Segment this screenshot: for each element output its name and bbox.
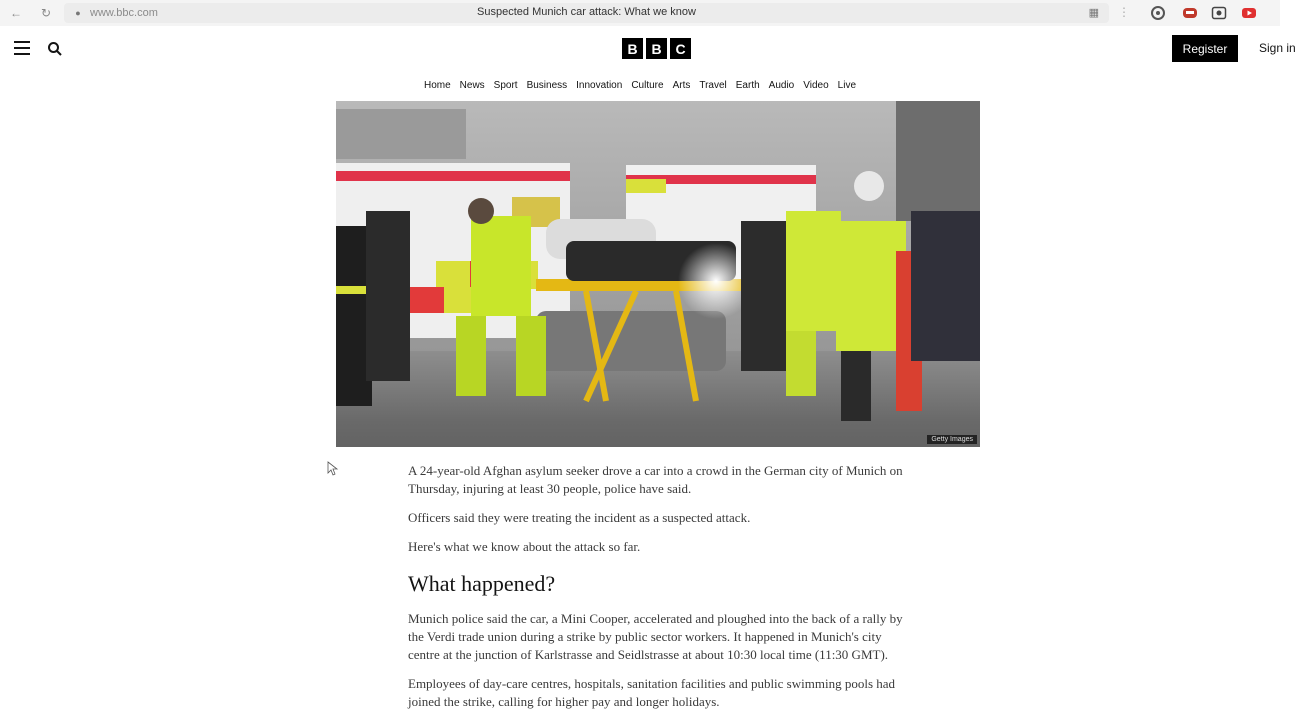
address-bar[interactable] (64, 3, 1109, 23)
nav-item-culture[interactable]: Culture (631, 80, 664, 91)
url-text[interactable]: www.bbc.com (90, 7, 158, 19)
browser-toolbar (0, 0, 1280, 26)
register-button[interactable]: Register (1172, 35, 1238, 62)
mouse-cursor-icon (328, 462, 338, 476)
bbc-logo[interactable] (622, 38, 691, 59)
nav-item-arts[interactable]: Arts (672, 80, 691, 91)
nav-item-earth[interactable]: Earth (735, 80, 760, 91)
youtube-icon[interactable] (1241, 5, 1257, 21)
nav-item-video[interactable]: Video (803, 80, 829, 91)
signin-link[interactable]: Sign in (1259, 41, 1296, 55)
screenshot-icon[interactable] (1211, 5, 1227, 21)
nav-item-audio[interactable]: Audio (768, 80, 795, 91)
article-paragraph: Here's what we know about the attack so far. (408, 539, 641, 554)
lock-icon: ● (75, 8, 81, 18)
reload-icon[interactable]: ↻ (40, 6, 52, 20)
hero-image (336, 101, 980, 447)
back-icon[interactable]: ← (10, 6, 22, 20)
nav-item-innovation[interactable]: Innovation (576, 80, 623, 91)
nav-item-business[interactable]: Business (526, 80, 568, 91)
main-nav (0, 80, 1280, 91)
article-paragraph: Munich police said the car, a Mini Cooper, accelerated and ploughed into the back of a rally by the Verdi trade union during a strike by public sector workers. It happened in Munich's city centre at the junction of Karlstrasse and Seidlstrasse at about 10:30 local time (11:30 GMT). (408, 611, 903, 662)
nav-item-news[interactable]: News (459, 80, 485, 91)
image-credit: Getty Images (927, 435, 977, 444)
nav-item-home[interactable]: Home (423, 80, 451, 91)
logo-letter: B (646, 38, 667, 59)
section-heading: What happened? (408, 571, 556, 596)
logo-letter: C (670, 38, 691, 59)
reader-icon[interactable]: ▦ (1088, 7, 1099, 19)
article-paragraph: A 24-year-old Afghan asylum seeker drove a car into a crowd in the German city of Munich on Thursday, injuring at least 30 people, police have said. (408, 463, 903, 496)
search-icon[interactable] (47, 41, 63, 57)
nav-item-live[interactable]: Live (837, 80, 857, 91)
nav-item-sport[interactable]: Sport (493, 80, 518, 91)
logo-letter: B (622, 38, 643, 59)
article-paragraph: Officers said they were treating the incident as a suspected attack. (408, 510, 751, 525)
pocket-icon[interactable] (1182, 5, 1198, 21)
extension-icon[interactable] (1150, 5, 1166, 21)
hero-scene (336, 101, 980, 447)
article-body (408, 462, 908, 722)
nav-item-travel[interactable]: Travel (699, 80, 727, 91)
more-icon[interactable]: ⋮ (1118, 5, 1130, 19)
tab-title: Suspected Munich car attack: What we know (477, 6, 696, 18)
menu-icon[interactable] (14, 41, 30, 55)
article-paragraph: Employees of day-care centres, hospitals, sanitation facilities and public swimming pools had joined the strike, calling for higher pay and longer holidays. (408, 676, 896, 709)
